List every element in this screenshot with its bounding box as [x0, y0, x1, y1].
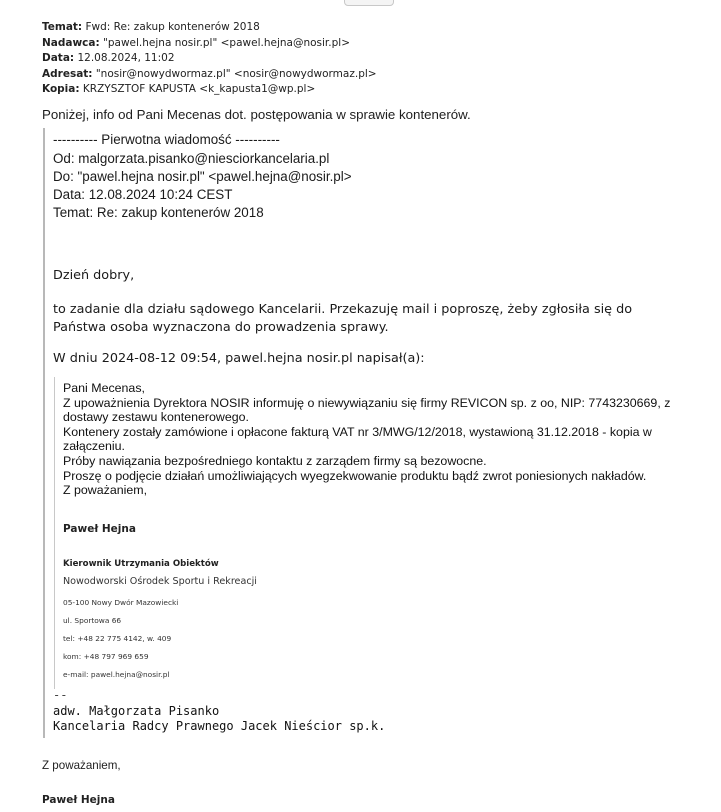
forward-wrote-line: W dniu 2024-08-12 09:54, pawel.hejna nosir.pl napisał(a): [53, 351, 425, 366]
window-tab-handle[interactable] [344, 0, 394, 6]
inner-sig-street: ul. Sportowa 66 [63, 616, 122, 625]
closing-regards: Z poważaniem, [42, 759, 121, 772]
header-to: Adresat: "nosir@nowydwormaz.pl" <nosir@nowydwormaz.pl> [42, 67, 377, 80]
inner-sig-tel: tel: +48 22 775 4142, w. 409 [63, 634, 172, 643]
header-subject: Temat: Fwd: Re: zakup kontenerów 2018 [42, 21, 260, 33]
inner-salutation: Pani Mecenas, [63, 381, 145, 395]
inner-sig-title: Kierownik Utrzymania Obiektów [63, 559, 219, 569]
forward-from: Od: malgorzata.pisanko@niesciorkancelaria.pl [53, 151, 330, 166]
header-cc: Kopia: KRZYSZTOF KAPUSTA <k_kapusta1@wp.pl> [42, 83, 316, 95]
inner-sig-email[interactable]: e-mail: pawel.hejna@nosir.pl [63, 670, 170, 679]
lawyer-sig-firm: Kancelaria Radcy Prawnego Jacek Nieścior sp.k. [53, 719, 386, 733]
inner-line-2: Kontenery zostały zamówione i opłacone fakturą VAT nr 3/MWG/12/2018, wystawioną 31.12.2018 - kopia w załączeniu. [63, 424, 652, 454]
inner-quote [54, 377, 680, 689]
inner-line-1: Z upoważnienia Dyrektora NOSIR informuję o niewywiązaniu się firmy REVICON sp. z oo, NIP: 7743230669, z dostawy zestawu kontenerowego. [63, 395, 671, 425]
closing-name: Paweł Hejna [42, 794, 115, 806]
forward-subject: Temat: Re: zakup kontenerów 2018 [53, 205, 264, 220]
lawyer-sig-dashes: -- [53, 688, 68, 702]
window-top-strip [0, 0, 721, 6]
header-from: Nadawca: "pawel.hejna nosir.pl" <pawel.hejna@nosir.pl> [42, 36, 350, 49]
forward-separator: ---------- Pierwotna wiadomość ---------- [53, 132, 280, 147]
forward-body: to zadanie dla działu sądowego Kancelarii. Przekazuję mail i poproszę, żeby zgłosiła się do Państwa osoba wyznaczona do prowadzenia sprawy. [53, 302, 633, 335]
email-headers [42, 20, 377, 98]
inner-sig-org: Nowodworski Ośrodek Sportu i Rekreacji [63, 576, 257, 587]
intro-text: Poniżej, info od Pani Mecenas dot. postępowania w sprawie kontenerów. [42, 107, 471, 122]
forwarded-message-quote [43, 128, 685, 738]
header-date: Data: 12.08.2024, 11:02 [42, 52, 175, 64]
inner-quote-text [63, 381, 675, 498]
inner-regards: Z poważaniem, [63, 483, 148, 498]
inner-line-3: Próby nawiązania bezpośredniego kontaktu z zarządem firmy są bezowocne. [63, 453, 487, 468]
inner-sig-mobile: kom: +48 797 969 659 [63, 652, 149, 661]
lawyer-sig-name: adw. Małgorzata Pisanko [53, 704, 220, 718]
forward-to: Do: "pawel.hejna nosir.pl" <pawel.hejna@nosir.pl> [53, 169, 352, 184]
inner-line-4: Proszę o podjęcie działań umożliwiających wyegzekwowanie produktu bądź zwrot poniesionych nakładów. [63, 468, 647, 483]
forward-greeting: Dzień dobry, [53, 268, 135, 283]
inner-sig-name: Paweł Hejna [63, 523, 136, 535]
inner-sig-address: 05-100 Nowy Dwór Mazowiecki [63, 598, 179, 607]
forward-date: Data: 12.08.2024 10:24 CEST [53, 187, 233, 202]
